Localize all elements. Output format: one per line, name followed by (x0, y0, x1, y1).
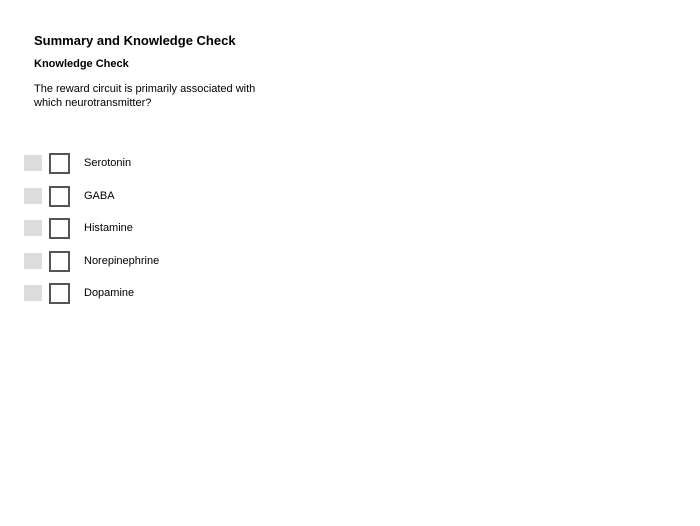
option-histamine[interactable] (24, 217, 424, 250)
option-marker (24, 285, 42, 301)
option-marker (24, 220, 42, 236)
option-checkbox[interactable] (49, 283, 70, 304)
option-checkbox[interactable] (49, 186, 70, 207)
section-title: Knowledge Check (34, 58, 129, 70)
option-dopamine[interactable] (24, 282, 424, 315)
option-checkbox[interactable] (49, 218, 70, 239)
option-norepinephrine[interactable] (24, 250, 424, 283)
option-marker (24, 188, 42, 204)
option-marker (24, 253, 42, 269)
option-label[interactable]: Dopamine (84, 287, 135, 300)
page-title: Summary and Knowledge Check (34, 33, 236, 48)
option-label[interactable]: Serotonin (84, 157, 132, 169)
option-gaba[interactable] (24, 185, 424, 218)
option-label[interactable]: Norepinephrine (84, 254, 160, 267)
option-label[interactable]: GABA (84, 189, 115, 202)
option-checkbox[interactable] (49, 251, 70, 272)
option-serotonin[interactable] (24, 152, 424, 185)
question-text: The reward circuit is primarily associated with which neurotransmitter? (34, 83, 256, 109)
option-marker (24, 155, 42, 171)
answer-options (24, 152, 424, 315)
option-checkbox[interactable] (49, 153, 70, 174)
option-label[interactable]: Histamine (84, 222, 133, 235)
